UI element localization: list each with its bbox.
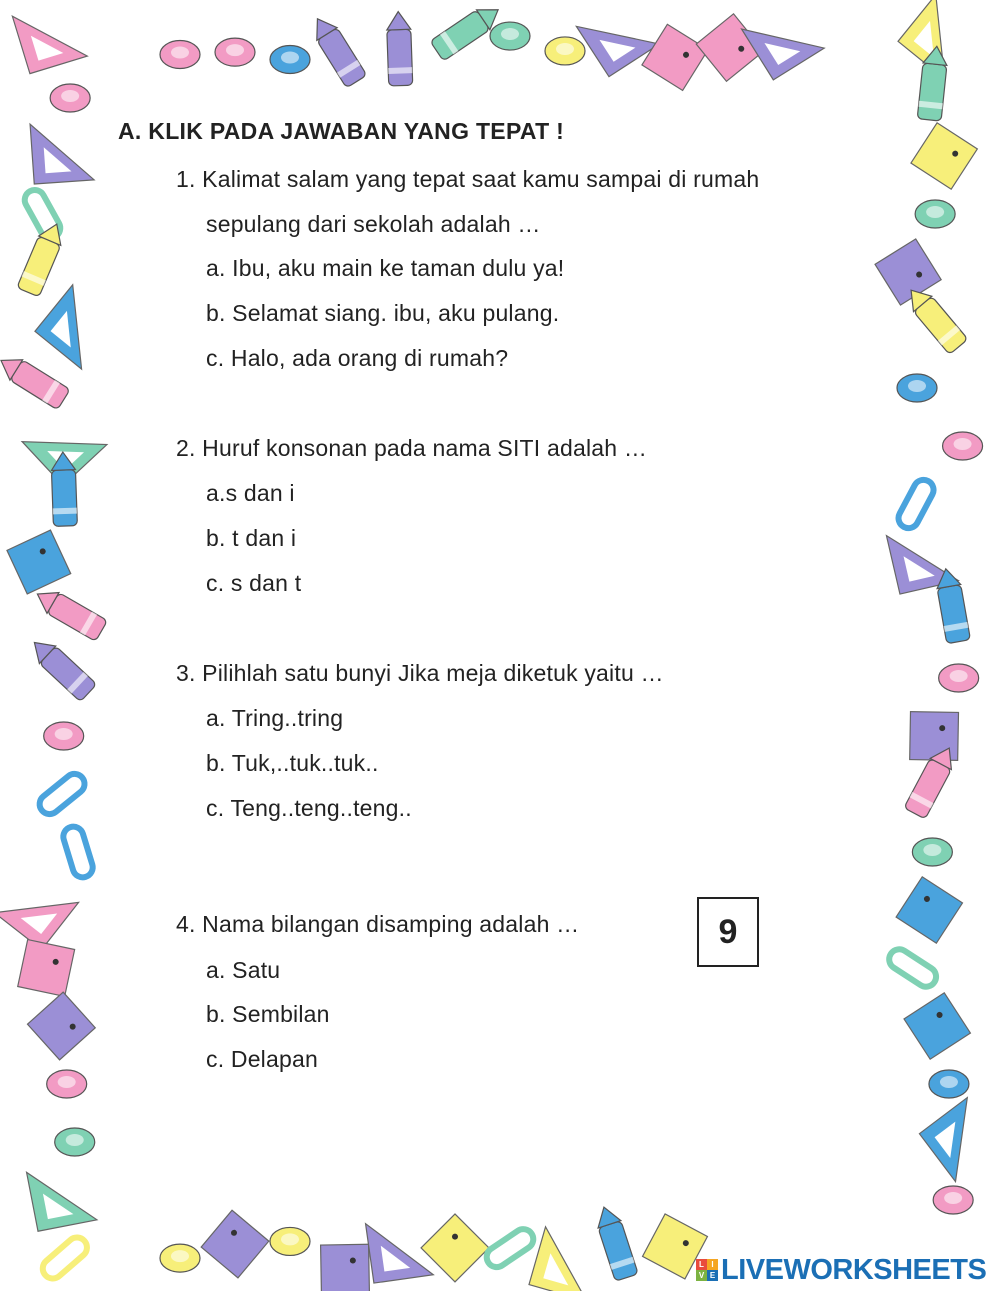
question-4-text: 4. Nama bilangan disamping adalah … (176, 911, 580, 937)
question-3-option-a[interactable]: a. Tring..tring (206, 705, 344, 731)
question-2-text: 2. Huruf konsonan pada nama SITI adalah … (176, 435, 648, 461)
question-1-option-b[interactable]: b. Selamat siang. ibu, aku pulang. (206, 300, 560, 326)
logo-text: LIVEWORKSHEETS (721, 1253, 987, 1286)
question-3-option-c[interactable]: c. Teng..teng..teng.. (206, 795, 412, 821)
question-1-option-c[interactable]: c. Halo, ada orang di rumah? (206, 345, 509, 371)
logo-mark-i: I (707, 1259, 718, 1270)
liveworksheets-logo-icon (696, 1259, 718, 1281)
number-box: 9 (697, 897, 759, 967)
section-heading: A. KLIK PADA JAWABAN YANG TEPAT ! (118, 118, 565, 144)
question-1-option-a[interactable]: a. Ibu, aku main ke taman dulu ya! (206, 255, 565, 281)
question-2-option-a[interactable]: a.s dan i (206, 480, 295, 506)
question-3-text: 3. Pilihlah satu bunyi Jika meja diketuk yaitu … (176, 660, 664, 686)
question-2-option-c[interactable]: c. s dan t (206, 570, 302, 596)
question-1-line-1: 1. Kalimat salam yang tepat saat kamu sampai di rumah (176, 166, 760, 192)
question-4-option-a[interactable]: a. Satu (206, 957, 281, 983)
logo-mark-v: V (696, 1270, 707, 1281)
question-4-option-b[interactable]: b. Sembilan (206, 1001, 330, 1027)
question-3-option-b[interactable]: b. Tuk,..tuk..tuk.. (206, 750, 379, 776)
logo-mark-e: E (707, 1270, 718, 1281)
question-4-option-c[interactable]: c. Delapan (206, 1046, 318, 1072)
logo-mark-l: L (696, 1259, 707, 1270)
liveworksheets-logo (696, 1254, 986, 1286)
question-2-option-b[interactable]: b. t dan i (206, 525, 297, 551)
question-1-line-2: sepulang dari sekolah adalah … (206, 211, 541, 237)
